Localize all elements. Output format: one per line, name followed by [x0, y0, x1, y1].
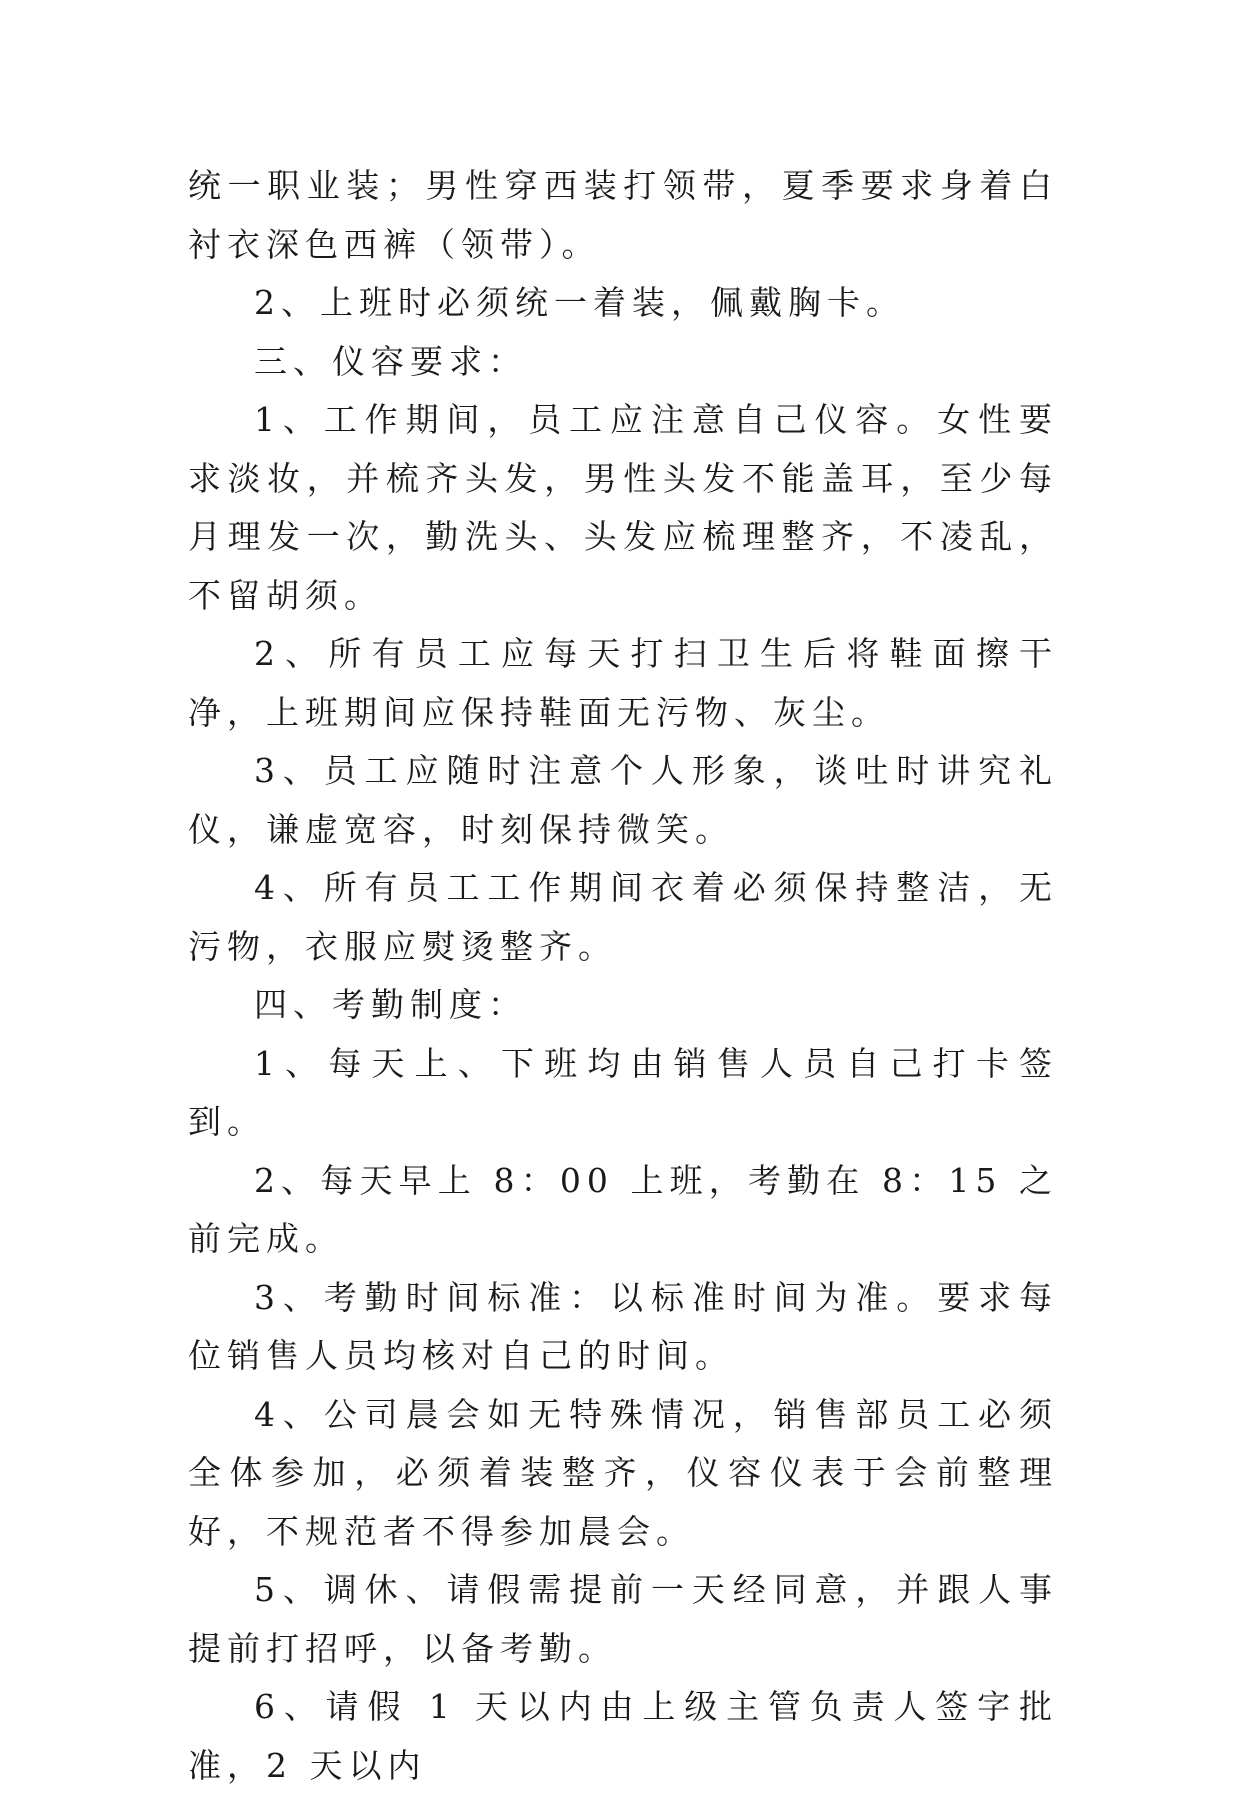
- paragraph-uniform-dress-cont: 统一职业装；男性穿西装打领带，夏季要求身着白衬衣深色西裤（领带）。: [188, 166, 1058, 264]
- paragraph-attendance-rule-2: 2、每天早上 8：00 上班，考勤在 8：15 之前完成。: [188, 1160, 1058, 1258]
- paragraph-appearance-rule-1: 1、工作期间，员工应注意自己仪容。女性要求淡妆，并梳齐头发，男性头发不能盖耳，至少每月理发一次，勤洗头、头发应梳理整齐，不凌乱，不留胡须。: [188, 400, 1058, 615]
- paragraph-appearance-rule-3: 3、员工应随时注意个人形象，谈吐时讲究礼仪，谦虚宽容，时刻保持微笑。: [188, 751, 1058, 849]
- paragraph-attendance-rule-5: 5、调休、请假需提前一天经同意，并跟人事提前打招呼，以备考勤。: [188, 1570, 1058, 1668]
- paragraph-appearance-rule-4: 4、所有员工工作期间衣着必须保持整洁，无污物，衣服应熨烫整齐。: [188, 868, 1058, 966]
- paragraph-attendance-rule-4: 4、公司晨会如无特殊情况，销售部员工必须全体参加，必须着装整齐，仪容仪表于会前整理好，不规范者不得参加晨会。: [188, 1394, 1058, 1551]
- paragraph-dress-rule-2: 2、上班时必须统一着装，佩戴胸卡。: [254, 283, 905, 322]
- paragraph-attendance-rule-3: 3、考勤时间标准：以标准时间为准。要求每位销售人员均核对自己的时间。: [188, 1277, 1058, 1375]
- paragraph-attendance-rule-6: 6、请假 1 天以内由上级主管负责人签字批准，2 天以内: [188, 1687, 1058, 1785]
- section-heading-appearance: 三、仪容要求：: [254, 341, 527, 381]
- document-body: [188, 157, 1058, 1795]
- section-heading-attendance: 四、考勤制度：: [254, 985, 527, 1024]
- paragraph-appearance-rule-2: 2、所有员工应每天打扫卫生后将鞋面擦干净，上班期间应保持鞋面无污物、灰尘。: [188, 634, 1058, 732]
- paragraph-attendance-rule-1: 1、每天上、下班均由销售人员自己打卡签到。: [188, 1043, 1058, 1141]
